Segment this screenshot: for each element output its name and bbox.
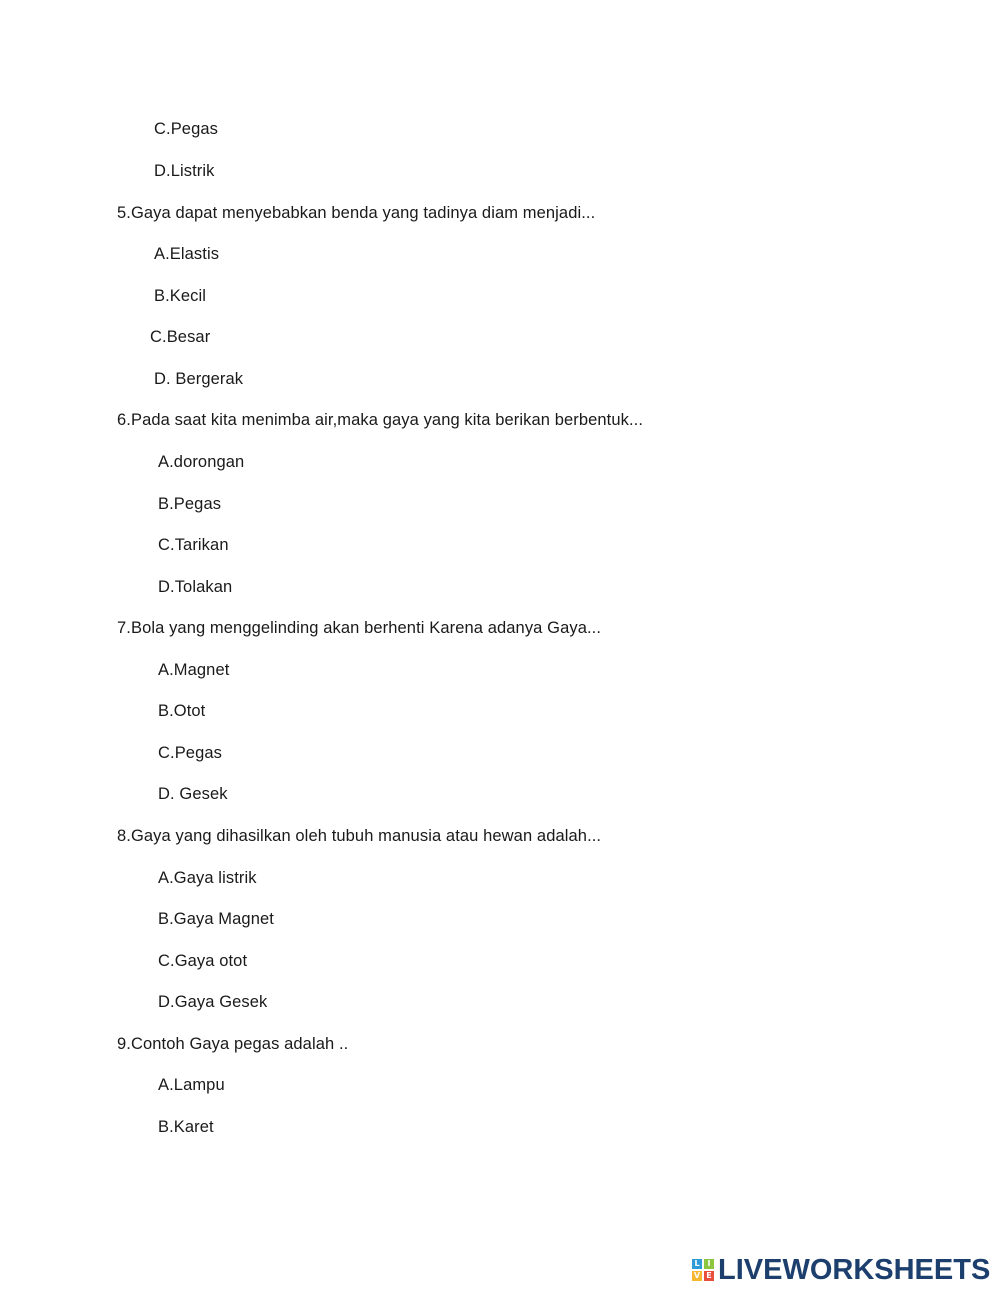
option-c-q7: C.Pegas — [158, 744, 222, 762]
logo-tile-v: V — [693, 1271, 701, 1280]
option-a-q9: A.Lampu — [158, 1076, 225, 1094]
option-b-q6: B.Pegas — [158, 495, 222, 513]
option-a-q8: A.Gaya listrik — [158, 869, 257, 887]
logo-text: LIVEWORKSHEETS — [718, 1253, 991, 1286]
question-6: 6.Pada saat kita menimba air,maka gaya yang kita berikan berbentuk... — [117, 411, 644, 429]
logo-tiles-icon — [692, 1259, 714, 1281]
liveworksheets-logo — [692, 1254, 990, 1286]
question-5: 5.Gaya dapat menyebabkan benda yang tadinya diam menjadi... — [117, 204, 596, 222]
question-8: 8.Gaya yang dihasilkan oleh tubuh manusia atau hewan adalah... — [117, 827, 602, 845]
option-d-q5: D. Bergerak — [154, 370, 244, 388]
option-d-q7: D. Gesek — [158, 785, 228, 803]
option-a-q7: A.Magnet — [158, 661, 230, 679]
option-b-q9: B.Karet — [158, 1118, 214, 1136]
option-a-q6: A.dorongan — [158, 453, 245, 471]
option-c-q8: C.Gaya otot — [158, 952, 248, 970]
logo-tile-i: I — [704, 1259, 714, 1269]
question-9: 9.Contoh Gaya pegas adalah .. — [117, 1035, 349, 1053]
option-b-q8: B.Gaya Magnet — [158, 910, 274, 928]
option-c-q5: C.Besar — [150, 328, 211, 346]
option-d-q6: D.Tolakan — [158, 578, 233, 596]
logo-tile-e: E — [704, 1271, 714, 1281]
option-a-q5: A.Elastis — [154, 245, 220, 263]
option-d-q4: D.Listrik — [154, 162, 215, 180]
option-c-q4: C.Pegas — [154, 120, 218, 138]
option-c-q6: C.Tarikan — [158, 536, 229, 554]
option-d-q8: D.Gaya Gesek — [158, 993, 268, 1011]
logo-tile-l: L — [692, 1259, 702, 1269]
option-b-q5: B.Kecil — [154, 287, 207, 305]
option-b-q7: B.Otot — [158, 702, 206, 720]
question-7: 7.Bola yang menggelinding akan berhenti Karena adanya Gaya... — [117, 619, 602, 637]
